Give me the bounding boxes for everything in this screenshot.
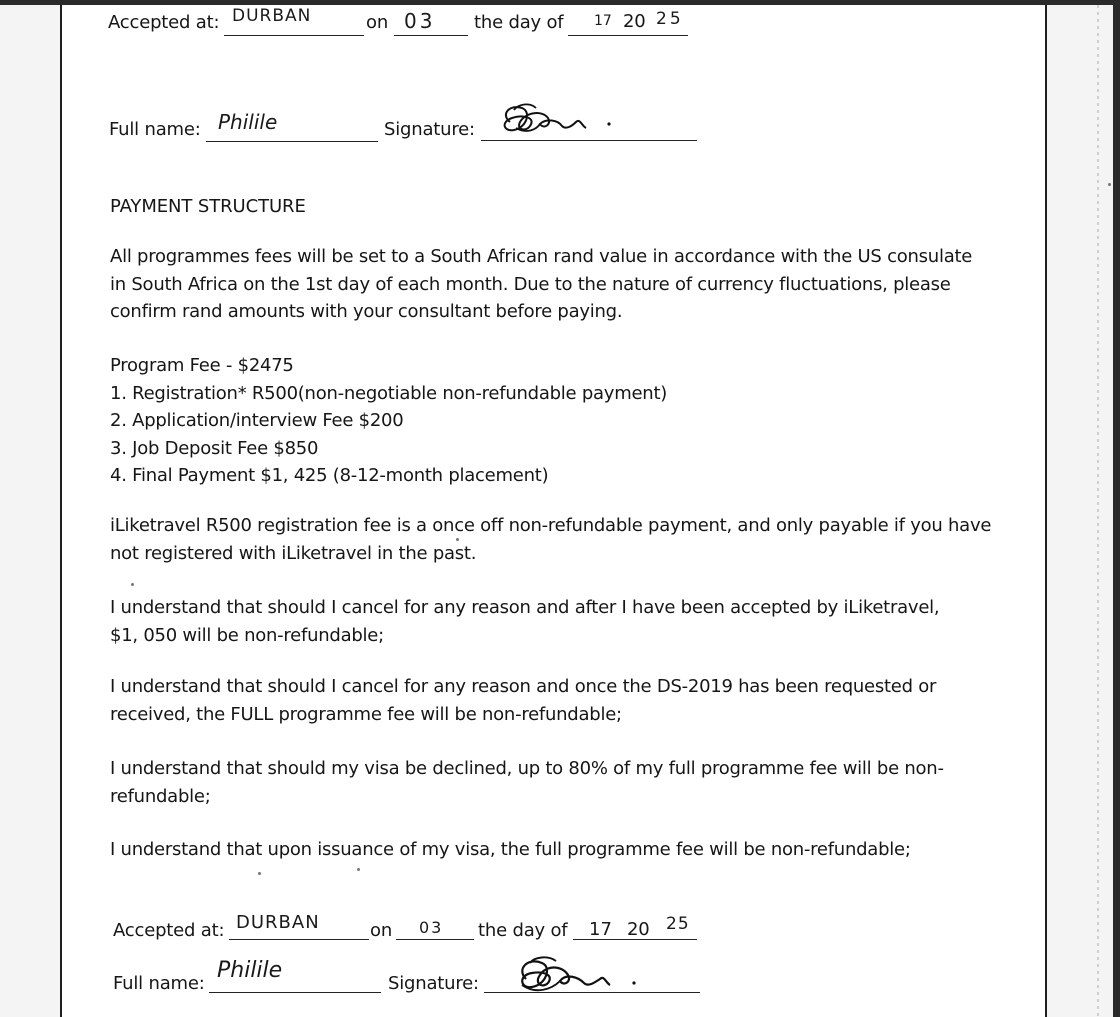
fee-list-item: 4. Final Payment $1, 425 (8-12-month placement)	[110, 465, 549, 486]
signature-scribble	[514, 955, 644, 997]
intro-paragraph	[110, 243, 972, 326]
registration-note-line: iLiketravel R500 registration fee is a once off non-refundable payment, and only payable if you have	[110, 515, 992, 536]
intro-line: All programmes fees will be set to a South African rand value in accordance with the US consulate	[110, 246, 973, 267]
clause-line: refundable;	[110, 785, 211, 807]
clause-line: I understand that should I cancel for any reason and once the DS-2019 has been requested or	[110, 676, 937, 697]
fee-list-item: 2. Application/interview Fee $200	[110, 410, 404, 431]
day-of-value-b: 25	[656, 9, 684, 29]
accepted-at-label: Accepted at:	[108, 12, 220, 33]
clause-visa-issued	[110, 836, 911, 864]
scan-speck	[258, 872, 261, 875]
full-name-value: Philile	[218, 110, 278, 134]
on-label: on	[366, 12, 389, 33]
signature-label: Signature:	[388, 973, 479, 994]
on-value: 03	[404, 9, 436, 33]
full-name-line	[206, 141, 378, 142]
day-of-value-mid: 20	[623, 11, 646, 32]
full-name-line	[209, 992, 381, 993]
intro-line: confirm rand amounts with your consultant before paying.	[110, 301, 623, 322]
full-name-label: Full name:	[113, 973, 205, 994]
scan-edge-strip	[1097, 5, 1099, 1017]
clause-line: I understand that upon issuance of my visa, the full programme fee will be non-refundable;	[110, 839, 911, 860]
day-of-label: the day of	[474, 12, 564, 33]
fee-list-item: 3. Job Deposit Fee $850	[110, 437, 319, 459]
clause-cancel-after-ds2019	[110, 673, 936, 728]
accepted-at-line	[224, 35, 364, 36]
accepted-at-value: DURBAN	[236, 912, 320, 933]
clause-line: received, the FULL programme fee will be non-refundable;	[110, 703, 622, 725]
clause-cancel-after-acceptance	[110, 594, 939, 649]
clause-line: I understand that should my visa be declined, up to 80% of my full programme fee will be non-	[110, 758, 944, 779]
document-page	[60, 5, 1047, 1017]
signature-label: Signature:	[384, 119, 475, 140]
intro-line: in South Africa on the 1st day of each month. Due to the nature of currency fluctuations, please	[110, 273, 951, 295]
accepted-at-line	[229, 939, 369, 940]
day-of-value-mid: 20	[627, 919, 650, 940]
fee-list-item: 1. Registration* R500(non-negotiable non-refundable payment)	[110, 382, 668, 404]
on-line	[396, 939, 474, 940]
clause-visa-declined	[110, 755, 944, 810]
accepted-at-label: Accepted at:	[113, 920, 225, 941]
registration-note-line: not registered with iLiketravel in the past.	[110, 542, 477, 564]
accepted-at-value: DURBAN	[232, 6, 312, 26]
clause-line: $1, 050 will be non-refundable;	[110, 624, 384, 646]
on-value: 03	[419, 918, 444, 937]
full-name-label: Full name:	[109, 119, 201, 140]
on-label: on	[370, 920, 393, 941]
day-of-value-a: 17	[589, 919, 612, 940]
on-line	[394, 35, 468, 36]
day-of-line	[568, 35, 688, 36]
scan-speck	[456, 538, 459, 541]
registration-note	[110, 512, 991, 567]
payment-structure-heading: PAYMENT STRUCTURE	[110, 196, 306, 217]
right-border	[1113, 5, 1120, 1017]
signature-scribble	[496, 100, 626, 142]
day-of-label: the day of	[478, 920, 568, 941]
scan-speck	[357, 868, 360, 871]
fee-list-item: Program Fee - $2475	[110, 355, 294, 376]
scan-speck	[1108, 183, 1111, 186]
day-of-value-a: 17	[594, 13, 612, 29]
clause-line: I understand that should I cancel for any reason and after I have been accepted by iLiketravel,	[110, 597, 940, 618]
scan-speck	[131, 583, 134, 586]
full-name-value: Philile	[217, 958, 283, 983]
day-of-value-b: 25	[666, 914, 690, 934]
fee-list	[110, 352, 667, 490]
